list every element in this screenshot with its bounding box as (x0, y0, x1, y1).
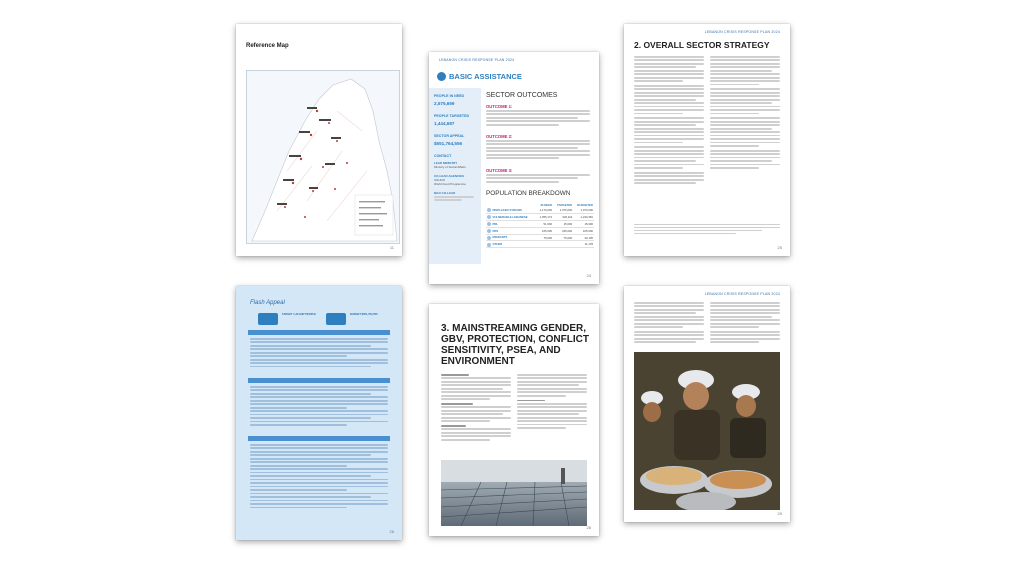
mainstreaming-column-left (441, 374, 511, 442)
person-icon (487, 208, 491, 212)
section-band (248, 436, 390, 441)
table-row: OTHER 11,178 (486, 241, 594, 248)
page-number: 26 (389, 529, 394, 534)
flash-section-1 (250, 338, 388, 369)
outcome-2: OUTCOME 2: (486, 134, 513, 139)
mainstreaming-title-2: GBV, PROTECTION, CONFLICT (441, 334, 589, 345)
header-tag: LEBANON CRISIS RESPONSE PLAN 2024 (704, 292, 780, 296)
strategy-column-right (710, 56, 780, 171)
people-targeted-label: PEOPLE TARGETED (434, 114, 470, 118)
lead-ministry-label: LEAD MINISTRY (434, 161, 458, 165)
header-tag: LEBANON CRISIS RESPONSE PLAN 2024 (439, 58, 515, 62)
section-band (248, 330, 390, 335)
sector-outcomes-heading: SECTOR OUTCOMES (486, 92, 558, 99)
page-basic-assistance (429, 52, 599, 284)
sector-appeal-value: $551,764,556 (434, 141, 463, 146)
table-header: BUDGETED (577, 202, 593, 207)
table-row: PRL 51,000 15,000 15,000 (486, 220, 594, 227)
strategy-column-left (634, 56, 704, 186)
mainstreaming-title-3: SENSITIVITY, PSEA, AND (441, 345, 561, 356)
mainstreaming-title-1: 3. MAINSTREAMING GENDER, (441, 323, 587, 334)
flash-section-2 (250, 386, 388, 428)
table-row: VULNERABLE LEBANESE 1,355,174 329,119 1,240,381 (486, 214, 594, 221)
page-sector-strategy (624, 24, 790, 256)
photo-page-column-right (710, 302, 780, 345)
contact-lines (434, 196, 474, 203)
section-title: BASIC ASSISTANCE (449, 71, 522, 81)
page-mainstreaming (429, 304, 599, 536)
people-in-need-value: 2,575,659 (434, 101, 455, 106)
food-distribution-photo (634, 352, 780, 510)
contact-label: CONTACT (434, 154, 452, 158)
flash-appeal-title: Flash Appeal (250, 300, 285, 306)
population-breakdown-heading: POPULATION BREAKDOWN (486, 190, 571, 197)
co-lead-1: UNHCR (434, 178, 445, 182)
outcome-3: OUTCOME 3: (486, 168, 513, 173)
page-number: 28 (586, 525, 591, 530)
key-figures-sidebar (429, 88, 481, 264)
table-row: PRS 165,000 165,000 165,000 (486, 227, 594, 234)
target-badge (258, 313, 278, 325)
budget-badge (326, 313, 346, 325)
solar-panels-photo (441, 460, 587, 526)
co-lead-label: CO-LEAD AGENCIES (434, 174, 465, 178)
table-header: IN NEED (540, 202, 553, 207)
lead-ministry: Ministry of Social Affairs (434, 165, 466, 169)
person-icon (487, 222, 491, 226)
person-icon (487, 243, 491, 247)
table-row: MIGRANTS 75,000 75,000 33,105 (486, 234, 594, 241)
people-targeted-value: 1,444,687 (434, 121, 455, 126)
solar-panels-image (441, 460, 587, 526)
food-workers-image (634, 352, 780, 510)
lebanon-map (247, 71, 399, 243)
mainstreaming-column-right (517, 374, 587, 431)
page-number: 29 (777, 511, 782, 516)
photo-page-column-left (634, 302, 704, 345)
page-flash-appeal (236, 286, 402, 540)
person-icon (487, 236, 491, 240)
target-badge-text: TARGET 1,444,687 PEOPLE (282, 313, 316, 316)
population-table (486, 202, 594, 248)
page-number: 24 (586, 273, 591, 278)
mainstreaming-title-4: ENVIRONMENT (441, 356, 515, 367)
footnotes (634, 224, 780, 236)
header-tag: LEBANON CRISIS RESPONSE PLAN 2024 (704, 30, 780, 34)
page-number: 11 (389, 245, 394, 250)
outcome-3-text (486, 174, 590, 184)
title-bar (437, 70, 591, 82)
page-number: 25 (777, 245, 782, 250)
section-band (248, 378, 390, 383)
page-reference-map (236, 24, 402, 256)
person-icon (487, 229, 491, 233)
outcome-1: OUTCOME 1: (486, 104, 513, 109)
person-icon (487, 215, 491, 219)
flash-section-3 (250, 444, 388, 510)
reference-map-title: Reference Map (246, 43, 289, 49)
table-row: DISPLACED SYRIANS 1,170,000 1,070,000 1,070,000 (486, 207, 594, 213)
strategy-title: 2. OVERALL SECTOR STRATEGY (634, 40, 770, 50)
outcome-1-text (486, 110, 590, 127)
page-photo (624, 286, 790, 522)
sector-appeal-label: SECTOR APPEAL (434, 134, 465, 138)
outcome-2-text (486, 140, 590, 161)
people-in-need-label: PEOPLE IN NEED (434, 94, 465, 98)
ngo-label: NGO CO-LEAD (434, 191, 456, 195)
map-image (246, 70, 400, 244)
budget-badge-text: BUDGET $551,764,556 (350, 313, 378, 316)
hands-icon (437, 72, 446, 81)
co-lead-2: World Food Programme (434, 182, 466, 186)
table-header: TARGETED (557, 202, 573, 207)
